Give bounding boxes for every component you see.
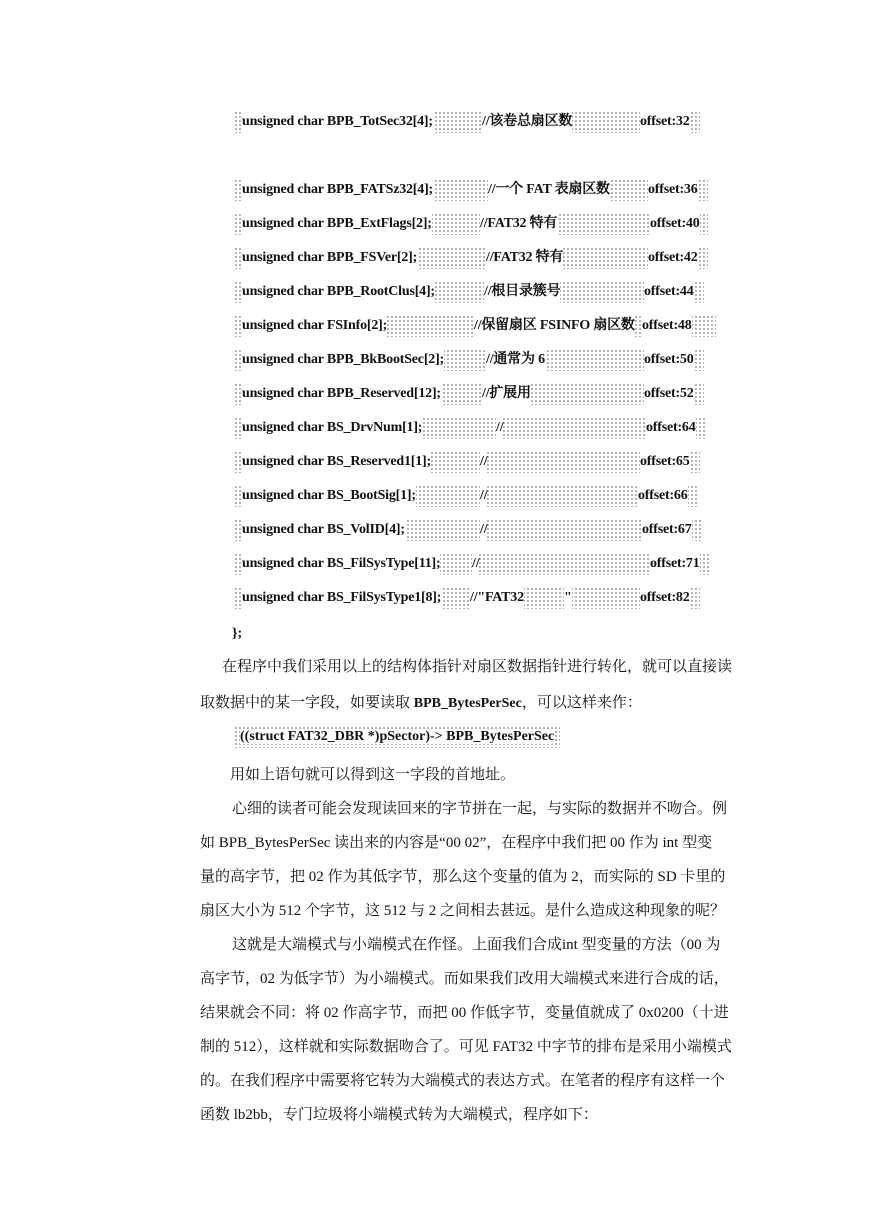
field-comment: // bbox=[480, 519, 487, 541]
field-decl: unsigned char BS_FilSysType1[8]; bbox=[242, 587, 441, 609]
struct-close: }; bbox=[232, 626, 243, 641]
struct-line bbox=[234, 213, 708, 235]
field-offset: offset:50 bbox=[644, 349, 694, 371]
field-decl: unsigned char BPB_ExtFlags[2]; bbox=[242, 213, 432, 235]
struct-line bbox=[234, 315, 716, 337]
code-example-text: ((struct FAT32_DBR *)pSector)-> BPB_BytesPerSec bbox=[240, 729, 555, 744]
paragraph-text: 在程序中我们采用以上的结构体指针对扇区数据指针进行转化，就可以直接读 bbox=[222, 659, 733, 675]
paragraph-4-line-1 bbox=[232, 928, 772, 962]
paragraph-3-line-3 bbox=[200, 860, 740, 894]
field-decl: unsigned char BS_Reserved1[1]; bbox=[242, 451, 431, 473]
paragraph-text: 的。在我们程序中需要将它转为大端模式的表达方式。在笔者的程序有这样一个 bbox=[200, 1073, 726, 1089]
struct-line bbox=[234, 383, 704, 405]
field-comment: // bbox=[480, 485, 487, 507]
struct-line bbox=[234, 179, 708, 201]
paragraph-4-line-2 bbox=[200, 962, 740, 996]
struct-line bbox=[234, 111, 700, 133]
paragraph-2 bbox=[230, 758, 770, 792]
field-decl: unsigned char BPB_Reserved[12]; bbox=[242, 383, 441, 405]
field-offset: offset:48 bbox=[642, 315, 692, 337]
field-decl: unsigned char FSInfo[2]; bbox=[242, 315, 387, 337]
field-offset: offset:42 bbox=[648, 247, 698, 269]
field-offset: offset:67 bbox=[642, 519, 692, 541]
struct-line bbox=[234, 349, 704, 371]
field-comment: // bbox=[480, 451, 487, 473]
paragraph-text: 用如上语句就可以得到这一字段的首地址。 bbox=[230, 767, 516, 783]
paragraph-text: 如 BPB_BytesPerSec 读出来的内容是“00 02”，在程序中我们把 00 作为 int 型变 bbox=[200, 835, 713, 851]
field-decl: unsigned char BPB_RootClus[4]; bbox=[242, 281, 435, 303]
paragraph-4-line-6 bbox=[200, 1098, 740, 1132]
field-decl: unsigned char BPB_FSVer[2]; bbox=[242, 247, 417, 269]
field-offset: offset:64 bbox=[646, 417, 696, 439]
paragraph-text: ，可以这样来作： bbox=[521, 695, 642, 711]
paragraph-4-line-5 bbox=[200, 1064, 740, 1098]
paragraph-3-line-1 bbox=[232, 792, 772, 826]
field-name: BPB_BytesPerSec bbox=[413, 696, 522, 711]
field-comment: //FAT32 特有 bbox=[480, 213, 557, 235]
paragraph-1-line-1 bbox=[222, 650, 762, 684]
field-offset: offset:66 bbox=[638, 485, 688, 507]
field-comment: //FAT32 特有 bbox=[486, 247, 563, 269]
code-example bbox=[234, 726, 560, 748]
struct-line bbox=[234, 519, 702, 541]
field-comment: //该卷总扇区数 bbox=[482, 111, 572, 133]
paragraph-text: 扇区大小为 512 个字节，这 512 与 2 之间相去甚远。是什么造成这种现象的呢？ bbox=[200, 903, 726, 919]
paragraph-text: 这就是大端模式与小端模式在作怪。上面我们合成int 型变量的方法（00 为 bbox=[232, 937, 721, 953]
paragraph-text: 函数 lb2bb，专门垃圾将小端模式转为大端模式，程序如下： bbox=[200, 1107, 598, 1123]
field-offset: offset:40 bbox=[650, 213, 700, 235]
field-offset: offset:32 bbox=[640, 111, 690, 133]
field-comment: //通常为 6 bbox=[486, 349, 545, 371]
struct-line bbox=[234, 281, 704, 303]
field-comment: //保留扇区 FSINFO 扇区数 bbox=[474, 315, 635, 337]
field-comment-quote: " bbox=[564, 587, 572, 609]
field-decl: unsigned char BPB_BkBootSec[2]; bbox=[242, 349, 444, 371]
field-comment: //根目录簇号 bbox=[484, 281, 560, 303]
paragraph-text: 高字节，02 为低字节）为小端模式。而如果我们改用大端模式来进行合成的话， bbox=[200, 971, 729, 987]
field-decl: unsigned char BPB_TotSec32[4]; bbox=[242, 111, 433, 133]
field-decl: unsigned char BS_BootSig[1]; bbox=[242, 485, 416, 507]
paragraph-text: 制的 512），这样就和实际数据吻合了。可见 FAT32 中字节的排布是采用小端模式 bbox=[200, 1039, 732, 1055]
paragraph-text: 取数据中的某一字段，如要读取 bbox=[200, 695, 414, 711]
paragraph-4-line-3 bbox=[200, 996, 740, 1030]
field-comment: //扩展用 bbox=[482, 383, 531, 405]
field-offset: offset:65 bbox=[640, 451, 690, 473]
field-offset: offset:71 bbox=[650, 553, 700, 575]
paragraph-text: 量的高字节，把 02 作为其低字节，那么这个变量的值为 2，而实际的 SD 卡里的 bbox=[200, 869, 726, 885]
struct-line bbox=[234, 417, 706, 439]
struct-line bbox=[234, 451, 700, 473]
field-offset: offset:36 bbox=[648, 179, 698, 201]
field-decl: unsigned char BS_FilSysType[11]; bbox=[242, 553, 440, 575]
paragraph-3-line-2 bbox=[200, 826, 740, 860]
field-offset: offset:82 bbox=[640, 587, 690, 609]
field-decl: unsigned char BS_VolID[4]; bbox=[242, 519, 405, 541]
field-comment: // bbox=[496, 417, 503, 439]
paragraph-4-line-4 bbox=[200, 1030, 740, 1064]
struct-line bbox=[234, 587, 700, 609]
field-comment: //"FAT32 bbox=[470, 587, 524, 609]
struct-line bbox=[234, 247, 708, 269]
field-offset: offset:44 bbox=[644, 281, 694, 303]
struct-line bbox=[234, 485, 698, 507]
paragraph-text: 心细的读者可能会发现读回来的字节拼在一起，与实际的数据并不吻合。例 bbox=[232, 801, 728, 817]
struct-line bbox=[234, 553, 710, 575]
field-comment: // bbox=[472, 553, 479, 575]
field-decl: unsigned char BS_DrvNum[1]; bbox=[242, 417, 422, 439]
field-offset: offset:52 bbox=[644, 383, 694, 405]
field-decl: unsigned char BPB_FATSz32[4]; bbox=[242, 179, 433, 201]
field-comment: //一个 FAT 表扇区数 bbox=[488, 179, 610, 201]
paragraph-text: 结果就会不同：将 02 作高字节，而把 00 作低字节，变量值就成了 0x0200（十进 bbox=[200, 1005, 729, 1021]
paragraph-3-line-4 bbox=[200, 894, 740, 928]
paragraph-1-line-2 bbox=[200, 686, 740, 721]
